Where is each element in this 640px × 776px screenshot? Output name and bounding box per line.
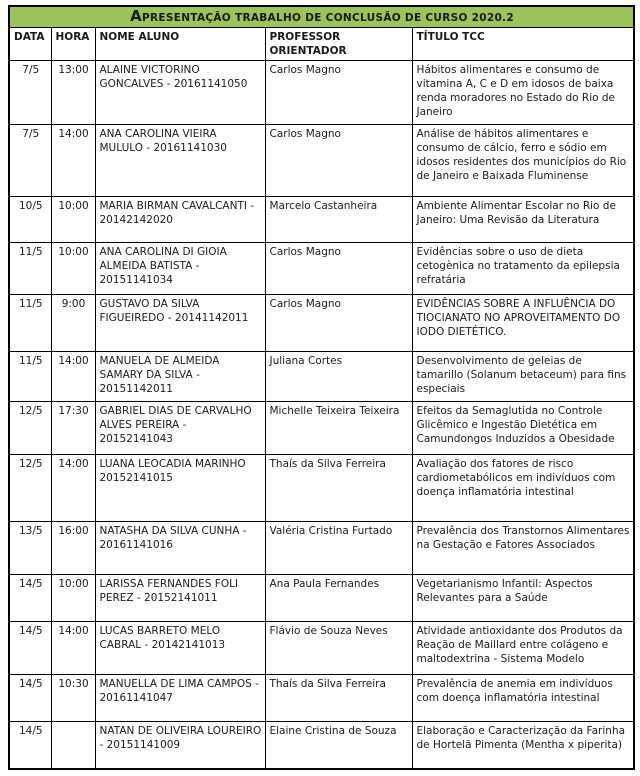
cell-nome-aluno: GUSTAVO DA SILVA FIGUEIREDO - 20141142011 <box>95 295 265 352</box>
cell-data: 13/5 <box>9 522 51 575</box>
cell-data: 12/5 <box>9 455 51 522</box>
cell-professor: Flávio de Souza Neves <box>265 622 412 675</box>
table-row <box>9 402 634 455</box>
cell-nome-aluno: MANUELLA DE LIMA CAMPOS - 20161141047 <box>95 675 265 722</box>
cell-hora: 10:00 <box>51 197 95 243</box>
cell-hora: 17:30 <box>51 402 95 455</box>
column-header-nome-aluno: NOME ALUNO <box>95 28 265 61</box>
cell-data: 14/5 <box>9 722 51 769</box>
cell-titulo-tcc: Prevalência dos Transtornos Alimentares na Gestação e Fatores Associados <box>412 522 634 575</box>
cell-hora: 9:00 <box>51 295 95 352</box>
cell-titulo-tcc: Análise de hábitos alimentares e consumo de cálcio, ferro e sódio em idosos residentes dos municípios do Rio de Janeiro e Baixada Fluminense <box>412 125 634 197</box>
cell-professor: Thaís da Silva Ferreira <box>265 675 412 722</box>
cell-data: 11/5 <box>9 295 51 352</box>
cell-hora: 14:00 <box>51 125 95 197</box>
table-row <box>9 352 634 402</box>
cell-professor: Juliana Cortes <box>265 352 412 402</box>
table-row <box>9 622 634 675</box>
table-row <box>9 125 634 197</box>
cell-professor: Valéria Cristina Furtado <box>265 522 412 575</box>
cell-hora <box>51 722 95 769</box>
cell-hora: 14:00 <box>51 352 95 402</box>
cell-hora: 10:00 <box>51 243 95 295</box>
table-row <box>9 522 634 575</box>
cell-titulo-tcc: EVIDÊNCIAS SOBRE A INFLUÊNCIA DO TIOCIANATO NO APROVEITAMENTO DO IODO DIETÉTICO. <box>412 295 634 352</box>
table-row <box>9 722 634 769</box>
cell-nome-aluno: GABRIEL DIAS DE CARVALHO ALVES PEREIRA - 20152141043 <box>95 402 265 455</box>
cell-nome-aluno: ANA CAROLINA DI GIOIA ALMEIDA BATISTA - 20151141034 <box>95 243 265 295</box>
table-row <box>9 295 634 352</box>
cell-titulo-tcc: Ambiente Alimentar Escolar no Rio de Janeiro: Uma Revisão da Literatura <box>412 197 634 243</box>
cell-nome-aluno: LUCAS BARRETO MELO CABRAL - 20142141013 <box>95 622 265 675</box>
cell-titulo-tcc: Elaboração e Caracterização da Farinha de Hortelã Pimenta (Mentha x piperita) <box>412 722 634 769</box>
table-row <box>9 61 634 125</box>
column-header-data: DATA <box>9 28 51 61</box>
cell-data: 7/5 <box>9 61 51 125</box>
cell-hora: 13:00 <box>51 61 95 125</box>
column-header-hora: HORA <box>51 28 95 61</box>
cell-nome-aluno: ALAINE VICTORINO GONCALVES - 20161141050 <box>95 61 265 125</box>
cell-data: 14/5 <box>9 575 51 622</box>
cell-nome-aluno: NATASHA DA SILVA CUNHA - 20161141016 <box>95 522 265 575</box>
cell-nome-aluno: ANA CAROLINA VIEIRA MULULO - 20161141030 <box>95 125 265 197</box>
cell-nome-aluno: MARIA BIRMAN CAVALCANTI - 20142142020 <box>95 197 265 243</box>
cell-professor: Michelle Teixeira Teixeira <box>265 402 412 455</box>
cell-data: 14/5 <box>9 622 51 675</box>
cell-nome-aluno: NATAN DE OLIVEIRA LOUREIRO - 20151141009 <box>95 722 265 769</box>
table-row <box>9 675 634 722</box>
cell-data: 14/5 <box>9 675 51 722</box>
cell-professor: Thaís da Silva Ferreira <box>265 455 412 522</box>
title-row <box>9 6 634 28</box>
cell-titulo-tcc: Atividade antioxidante dos Produtos da Reação de Maillard entre colágeno e maltodextrina - Sistema Modelo <box>412 622 634 675</box>
cell-titulo-tcc: Hábitos alimentares e consumo de vitamina A, C e D em idosos de baixa renda moradores no Estado do Rio de Janeiro <box>412 61 634 125</box>
cell-hora: 16:00 <box>51 522 95 575</box>
cell-hora: 10:30 <box>51 675 95 722</box>
table-row <box>9 455 634 522</box>
cell-titulo-tcc: Vegetarianismo Infantil: Aspectos Relevantes para a Saúde <box>412 575 634 622</box>
cell-hora: 14:00 <box>51 622 95 675</box>
cell-professor: Carlos Magno <box>265 125 412 197</box>
column-header-professor-orientador: PROFESSOR ORIENTADOR <box>265 28 412 61</box>
table-row <box>9 575 634 622</box>
cell-titulo-tcc: Desenvolvimento de geleias de tamarillo (Solanum betaceum) para fins especiais <box>412 352 634 402</box>
cell-titulo-tcc: Evidências sobre o uso de dieta cetogènica no tratamento da epilepsia refratária <box>412 243 634 295</box>
table-row <box>9 243 634 295</box>
cell-professor: Ana Paula Fernandes <box>265 575 412 622</box>
cell-professor: Carlos Magno <box>265 243 412 295</box>
cell-data: 10/5 <box>9 197 51 243</box>
cell-titulo-tcc: Prevalência de anemia em indivíduos com doença inflamatória intestinal <box>412 675 634 722</box>
cell-professor: Carlos Magno <box>265 295 412 352</box>
table-row <box>9 197 634 243</box>
tcc-schedule-table <box>8 5 635 770</box>
cell-data: 12/5 <box>9 402 51 455</box>
cell-professor: Elaine Cristina de Souza <box>265 722 412 769</box>
cell-professor: Carlos Magno <box>265 61 412 125</box>
cell-data: 11/5 <box>9 352 51 402</box>
cell-nome-aluno: LARISSA FERNANDES FOLI PEREZ - 20152141011 <box>95 575 265 622</box>
cell-data: 7/5 <box>9 125 51 197</box>
table-title: APRESENTAÇÃO TRABALHO DE CONCLUSÃO DE CURSO 2020.2 <box>9 6 634 28</box>
cell-nome-aluno: MANUELA DE ALMEIDA SAMARY DA SILVA - 20151142011 <box>95 352 265 402</box>
cell-hora: 14:00 <box>51 455 95 522</box>
cell-titulo-tcc: Efeitos da Semaglutida no Controle Glicêmico e Ingestão Dietética em Camundongos Induzidos a Obesidade <box>412 402 634 455</box>
column-header-titulo-tcc: TÍTULO TCC <box>412 28 634 61</box>
cell-hora: 10:00 <box>51 575 95 622</box>
cell-titulo-tcc: Avaliação dos fatores de risco cardiometabólicos em indivíduos com doença inflamatória intestinal <box>412 455 634 522</box>
cell-professor: Marcelo Castanheira <box>265 197 412 243</box>
header-row <box>9 28 634 61</box>
cell-data: 11/5 <box>9 243 51 295</box>
cell-nome-aluno: LUANA LEOCADIA MARINHO 20152141015 <box>95 455 265 522</box>
